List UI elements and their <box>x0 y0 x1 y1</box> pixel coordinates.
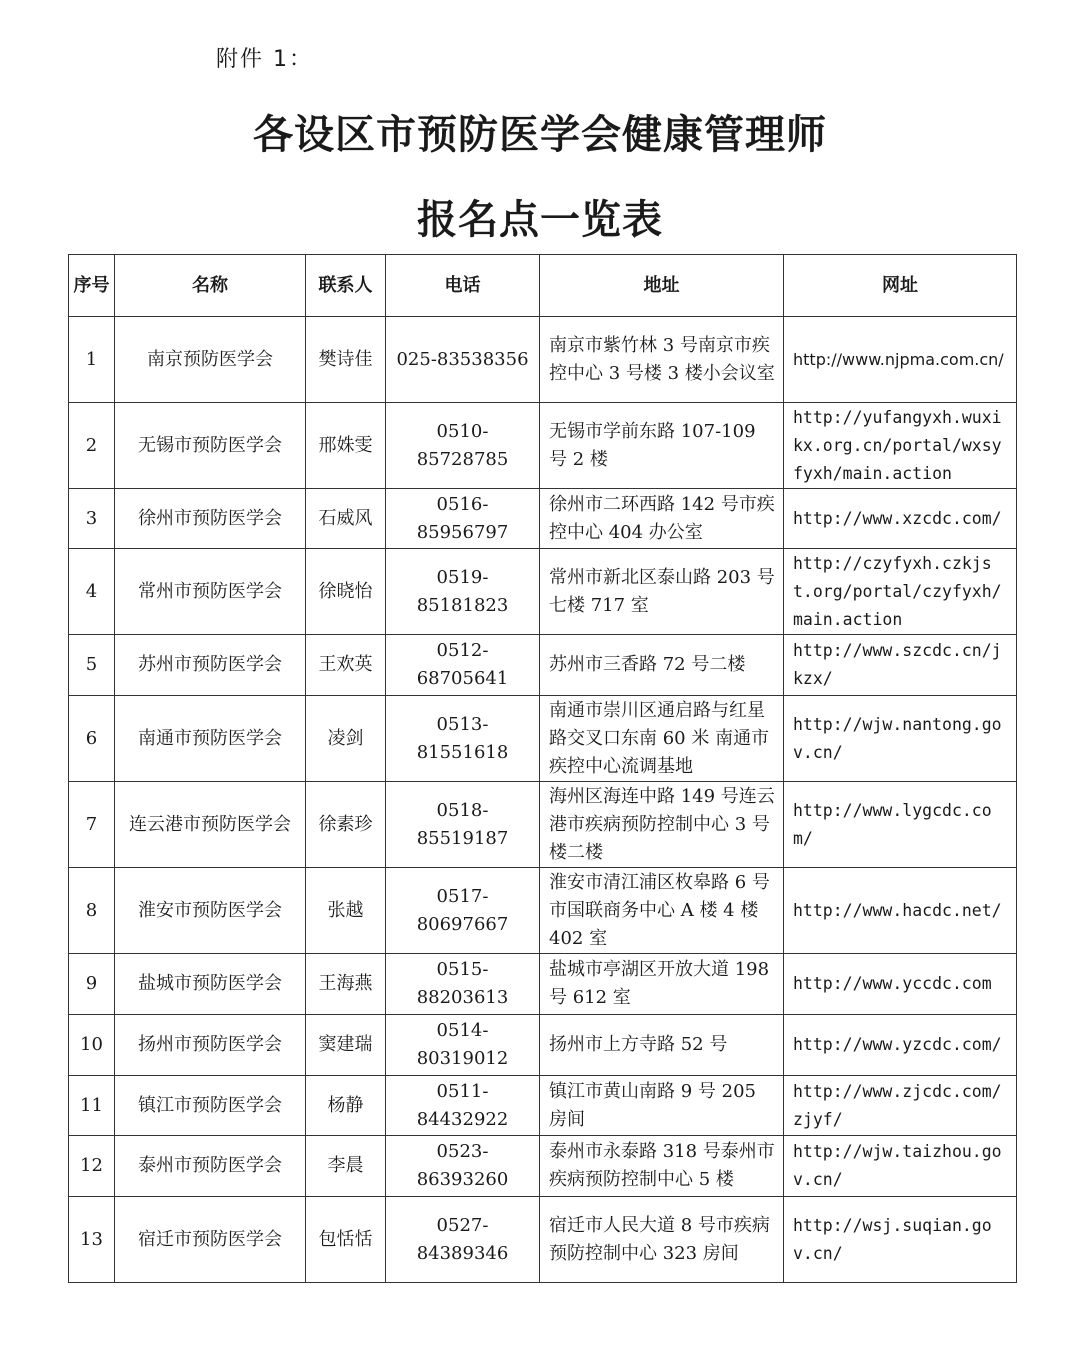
table-row <box>69 1015 1017 1076</box>
cell-contact: 窦建瑞 <box>306 1015 386 1076</box>
cell-phone: 0518-85519187 <box>386 782 540 868</box>
cell-seq: 1 <box>69 317 115 403</box>
cell-contact: 石威风 <box>306 489 386 549</box>
cell-org-name: 镇江市预防医学会 <box>115 1076 306 1136</box>
table-row <box>69 696 1017 782</box>
cell-seq: 9 <box>69 954 115 1015</box>
cell-phone: 0527-84389346 <box>386 1197 540 1283</box>
table-row <box>69 403 1017 489</box>
cell-phone: 0513-81551618 <box>386 696 540 782</box>
cell-org-name: 徐州市预防医学会 <box>115 489 306 549</box>
cell-seq: 4 <box>69 549 115 635</box>
cell-org-name: 南通市预防医学会 <box>115 696 306 782</box>
cell-address: 扬州市上方寺路 52 号 <box>540 1015 784 1076</box>
cell-address: 南通市崇川区通启路与红星路交叉口东南 60 米 南通市疾控中心流调基地 <box>540 696 784 782</box>
cell-phone: 0517-80697667 <box>386 868 540 954</box>
cell-url[interactable]: http://www.njpma.com.cn/ <box>784 317 1017 403</box>
header-contact: 联系人 <box>306 255 386 317</box>
page-subtitle: 报名点一览表 <box>417 197 663 243</box>
cell-contact: 樊诗佳 <box>306 317 386 403</box>
cell-org-name: 无锡市预防医学会 <box>115 403 306 489</box>
cell-address: 南京市紫竹林 3 号南京市疾控中心 3 号楼 3 楼小会议室 <box>540 317 784 403</box>
cell-address: 海州区海连中路 149 号连云港市疾病预防控制中心 3 号楼二楼 <box>540 782 784 868</box>
cell-seq: 12 <box>69 1136 115 1197</box>
cell-url[interactable]: http://wjw.nantong.gov.cn/ <box>784 696 1017 782</box>
cell-phone: 0510-85728785 <box>386 403 540 489</box>
cell-seq: 2 <box>69 403 115 489</box>
table-row <box>69 317 1017 403</box>
cell-org-name: 淮安市预防医学会 <box>115 868 306 954</box>
cell-org-name: 扬州市预防医学会 <box>115 1015 306 1076</box>
cell-url[interactable]: http://www.xzcdc.com/ <box>784 489 1017 549</box>
cell-address: 常州市新北区泰山路 203 号七楼 717 室 <box>540 549 784 635</box>
cell-contact: 王海燕 <box>306 954 386 1015</box>
table-row <box>69 489 1017 549</box>
attachment-label: 附件 1： <box>216 47 313 72</box>
cell-phone: 0523-86393260 <box>386 1136 540 1197</box>
header-url: 网址 <box>784 255 1017 317</box>
cell-seq: 5 <box>69 635 115 696</box>
table-row <box>69 954 1017 1015</box>
cell-address: 淮安市清江浦区枚皋路 6 号市国联商务中心 A 楼 4 楼 402 室 <box>540 868 784 954</box>
table-row <box>69 1136 1017 1197</box>
cell-contact: 杨静 <box>306 1076 386 1136</box>
table-row <box>69 782 1017 868</box>
cell-contact: 包恬恬 <box>306 1197 386 1283</box>
header-address: 地址 <box>540 255 784 317</box>
header-seq: 序号 <box>69 255 115 317</box>
cell-url[interactable]: http://www.yccdc.com <box>784 954 1017 1015</box>
cell-org-name: 宿迁市预防医学会 <box>115 1197 306 1283</box>
header-phone: 电话 <box>386 255 540 317</box>
cell-phone: 025-83538356 <box>386 317 540 403</box>
cell-seq: 8 <box>69 868 115 954</box>
cell-contact: 李晨 <box>306 1136 386 1197</box>
table-row <box>69 868 1017 954</box>
cell-url[interactable]: http://www.yzcdc.com/ <box>784 1015 1017 1076</box>
registration-table <box>68 254 1017 1283</box>
table-header-row <box>69 255 1017 317</box>
table-row <box>69 1197 1017 1283</box>
cell-url[interactable]: http://wsj.suqian.gov.cn/ <box>784 1197 1017 1283</box>
cell-address: 宿迁市人民大道 8 号市疾病预防控制中心 323 房间 <box>540 1197 784 1283</box>
cell-phone: 0512-68705641 <box>386 635 540 696</box>
cell-url[interactable]: http://www.lygcdc.com/ <box>784 782 1017 868</box>
cell-phone: 0514-80319012 <box>386 1015 540 1076</box>
cell-seq: 11 <box>69 1076 115 1136</box>
cell-contact: 邢姝雯 <box>306 403 386 489</box>
cell-org-name: 泰州市预防医学会 <box>115 1136 306 1197</box>
cell-seq: 6 <box>69 696 115 782</box>
cell-contact: 王欢英 <box>306 635 386 696</box>
cell-contact: 张越 <box>306 868 386 954</box>
cell-org-name: 连云港市预防医学会 <box>115 782 306 868</box>
page-title: 各设区市预防医学会健康管理师 <box>253 112 827 158</box>
table-row <box>69 549 1017 635</box>
cell-contact: 徐晓怡 <box>306 549 386 635</box>
cell-url[interactable]: http://www.zjcdc.com/zjyf/ <box>784 1076 1017 1136</box>
cell-url[interactable]: http://wjw.taizhou.gov.cn/ <box>784 1136 1017 1197</box>
cell-org-name: 苏州市预防医学会 <box>115 635 306 696</box>
cell-address: 盐城市亭湖区开放大道 198 号 612 室 <box>540 954 784 1015</box>
table-row <box>69 1076 1017 1136</box>
cell-url[interactable]: http://www.szcdc.cn/jkzx/ <box>784 635 1017 696</box>
cell-org-name: 南京预防医学会 <box>115 317 306 403</box>
cell-address: 泰州市永泰路 318 号泰州市疾病预防控制中心 5 楼 <box>540 1136 784 1197</box>
cell-phone: 0516-85956797 <box>386 489 540 549</box>
cell-address: 苏州市三香路 72 号二楼 <box>540 635 784 696</box>
cell-seq: 10 <box>69 1015 115 1076</box>
cell-org-name: 盐城市预防医学会 <box>115 954 306 1015</box>
cell-address: 无锡市学前东路 107-109 号 2 楼 <box>540 403 784 489</box>
cell-org-name: 常州市预防医学会 <box>115 549 306 635</box>
cell-seq: 3 <box>69 489 115 549</box>
cell-seq: 13 <box>69 1197 115 1283</box>
cell-phone: 0519-85181823 <box>386 549 540 635</box>
table-row <box>69 635 1017 696</box>
cell-seq: 7 <box>69 782 115 868</box>
cell-address: 徐州市二环西路 142 号市疾控中心 404 办公室 <box>540 489 784 549</box>
cell-phone: 0515-88203613 <box>386 954 540 1015</box>
cell-url[interactable]: http://czyfyxh.czkjst.org/portal/czyfyxh/main.action <box>784 549 1017 635</box>
header-name: 名称 <box>115 255 306 317</box>
cell-url[interactable]: http://yufangyxh.wuxikx.org.cn/portal/wxsyfyxh/main.action <box>784 403 1017 489</box>
cell-contact: 凌剑 <box>306 696 386 782</box>
cell-url[interactable]: http://www.hacdc.net/ <box>784 868 1017 954</box>
cell-phone: 0511-84432922 <box>386 1076 540 1136</box>
cell-contact: 徐素珍 <box>306 782 386 868</box>
cell-address: 镇江市黄山南路 9 号 205 房间 <box>540 1076 784 1136</box>
